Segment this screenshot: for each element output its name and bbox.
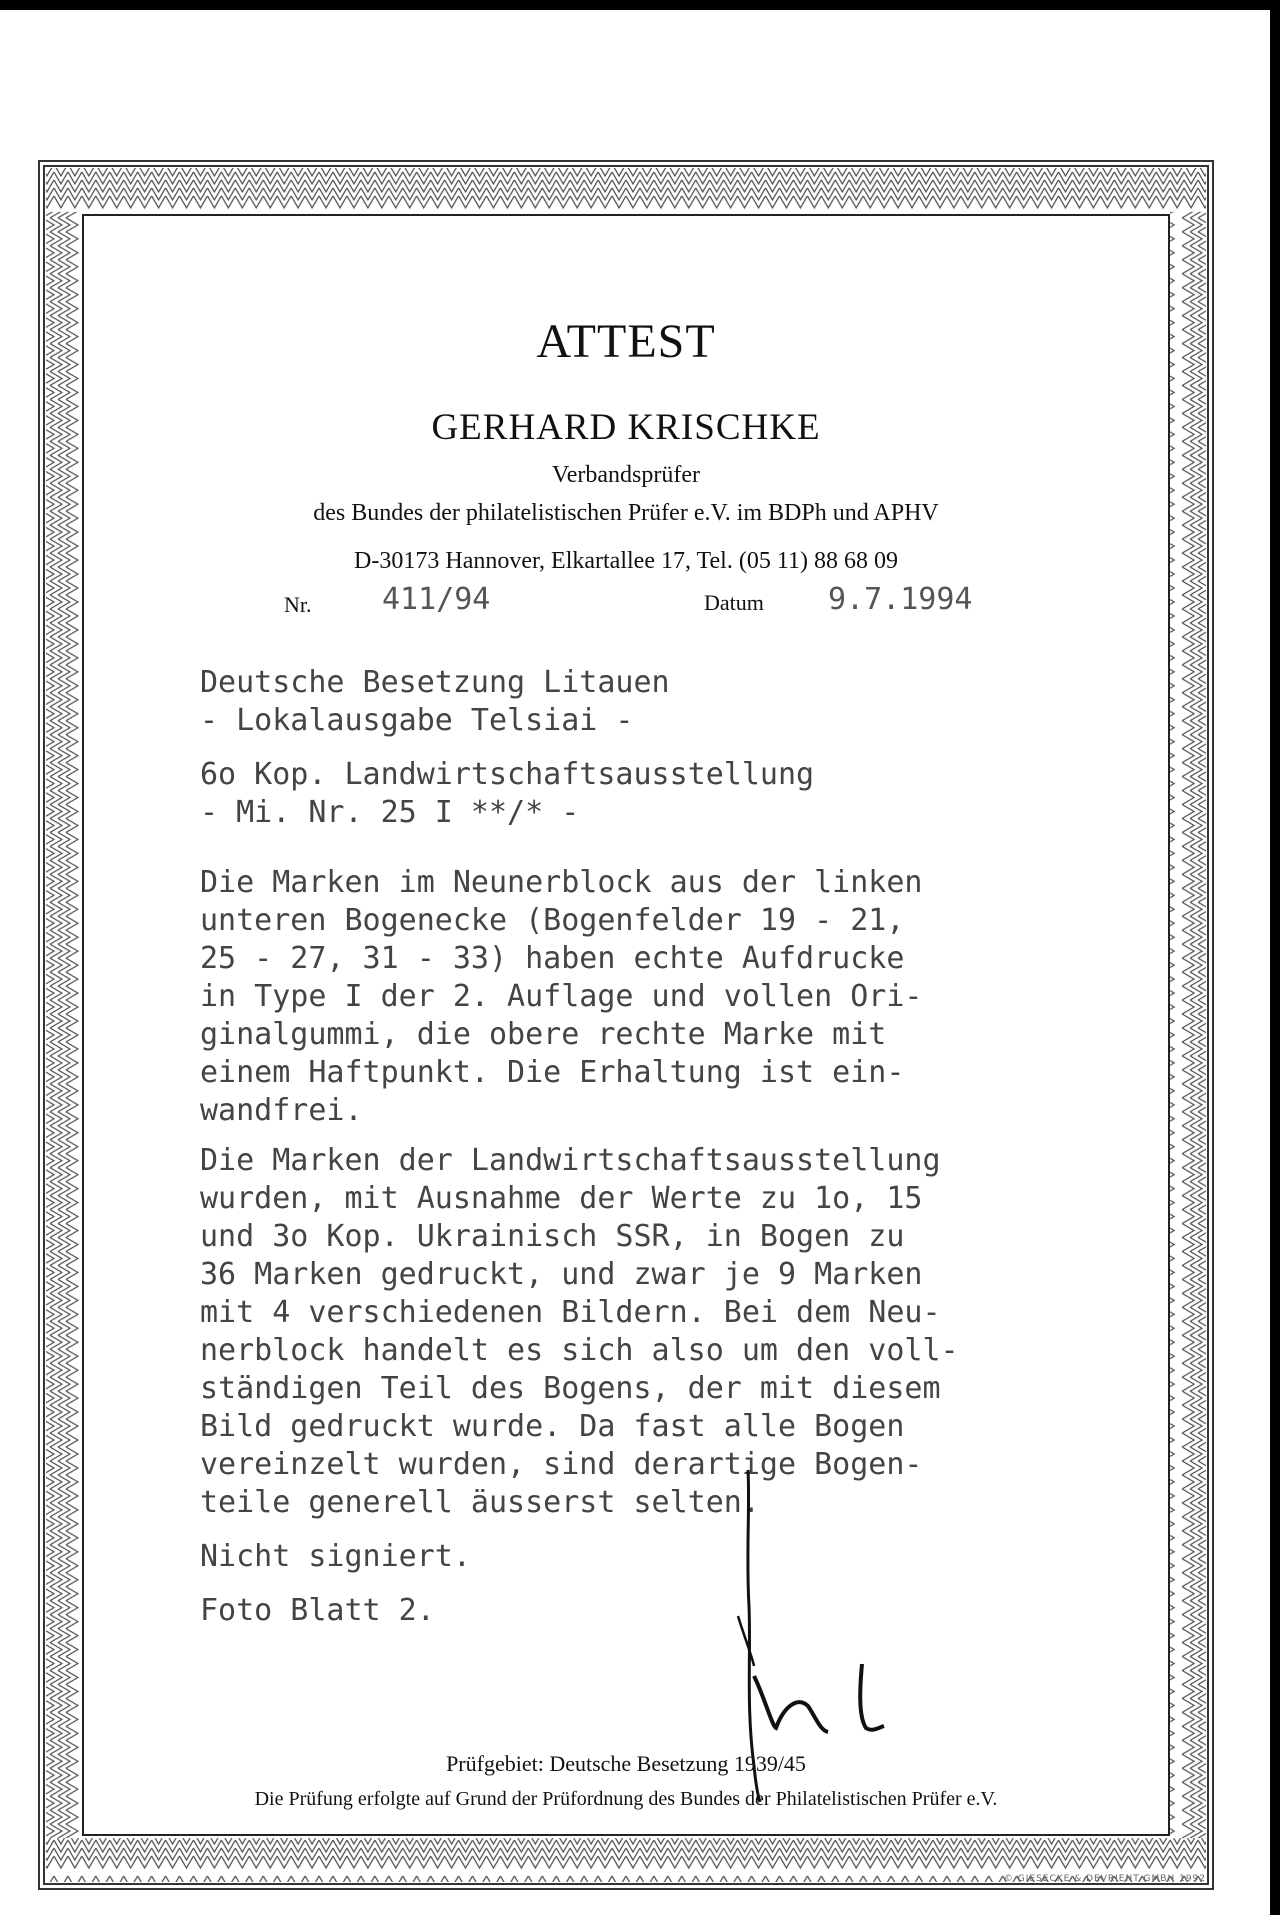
- paragraph-1-line: wandfrei.: [200, 1093, 363, 1128]
- paragraph-2-line: Die Marken der Landwirtschaftsausstellung: [200, 1143, 941, 1178]
- certificate-frame: [38, 160, 1214, 1890]
- paragraph-2-line: mit 4 verschiedenen Bildern. Bei dem Neu-: [200, 1295, 941, 1330]
- document-title: ATTEST: [536, 315, 716, 368]
- paragraph-1-line: unteren Bogenecke (Bogenfelder 19 - 21,: [200, 903, 905, 938]
- printer-imprint: © GIESECKE & DEVRIENT GMBH 1992: [1003, 1874, 1206, 1884]
- paragraph-2-line: vereinzelt wurden, sind derartige Bogen-: [200, 1447, 923, 1482]
- paragraph-1-line: ginalgummi, die obere rechte Marke mit: [200, 1017, 887, 1052]
- paragraph-1-line: einem Haftpunkt. Die Erhaltung ist ein-: [200, 1055, 905, 1090]
- subject-line: Deutsche Besetzung Litauen: [200, 665, 670, 700]
- certificate-body: [82, 214, 1170, 1836]
- photo-reference: Foto Blatt 2.: [200, 1593, 435, 1628]
- paragraph-2-line: und 3o Kop. Ukrainisch SSR, in Bogen zu: [200, 1219, 905, 1254]
- subject-line: - Mi. Nr. 25 I **/* -: [200, 795, 580, 830]
- paragraph-2-line: Bild gedruckt wurde. Da fast alle Bogen: [200, 1409, 905, 1444]
- certificate-number-label: Nr.: [284, 592, 312, 617]
- paragraph-2-line: nerblock handelt es sich also um den voll-: [200, 1333, 959, 1368]
- date-label: Datum: [704, 590, 764, 615]
- issuer-name: GERHARD KRISCHKE: [431, 407, 821, 448]
- paragraph-2-line: teile generell äusserst selten.: [200, 1485, 760, 1520]
- paragraph-1-line: 25 - 27, 31 - 33) haben echte Aufdrucke: [200, 941, 905, 976]
- examination-basis: Die Prüfung erfolgte auf Grund der Prüfordnung des Bundes der Philatelistischen Prüfer e.V.: [254, 1788, 998, 1810]
- paragraph-1-line: in Type I der 2. Auflage und vollen Ori-: [200, 979, 923, 1014]
- subject-line: - Lokalausgabe Telsiai -: [200, 703, 634, 738]
- issuer-role: Verbandsprüfer: [552, 462, 700, 488]
- issuer-address: D-30173 Hannover, Elkartallee 17, Tel. (05 11) 88 68 09: [354, 548, 898, 574]
- scan-top-edge: [0, 0, 1280, 10]
- subject-line: 6o Kop. Landwirtschaftsausstellung: [200, 757, 815, 792]
- paragraph-2-line: ständigen Teil des Bogens, der mit diesem: [200, 1371, 941, 1406]
- paragraph-2-line: 36 Marken gedruckt, und zwar je 9 Marken: [200, 1257, 923, 1292]
- paragraph-1-line: Die Marken im Neunerblock aus der linken: [200, 865, 923, 900]
- signature-note: Nicht signiert.: [200, 1539, 471, 1574]
- scan-right-edge: [1270, 0, 1280, 1915]
- examination-scope: Prüfgebiet: Deutsche Besetzung 1939/45: [446, 1751, 806, 1776]
- issuer-association: des Bundes der philatelistischen Prüfer e.V. im BDPh und APHV: [313, 500, 939, 526]
- certificate-number: 411/94: [382, 582, 491, 617]
- paragraph-2-line: wurden, mit Ausnahme der Werte zu 1o, 15: [200, 1181, 923, 1216]
- certificate-date: 9.7.1994: [828, 582, 973, 617]
